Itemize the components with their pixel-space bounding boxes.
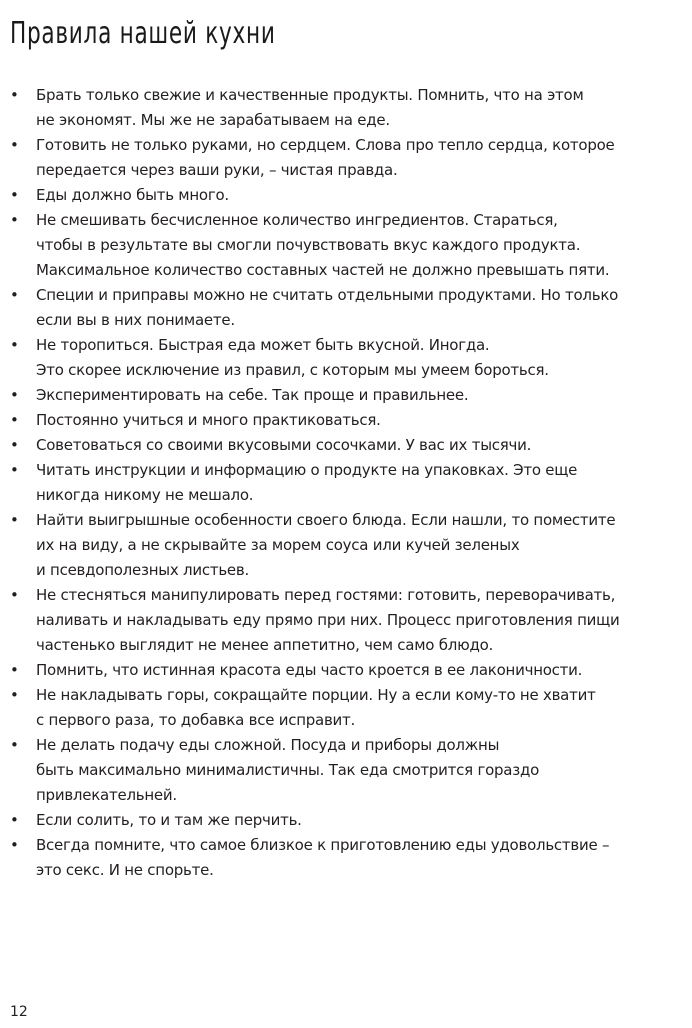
bullet-icon: • [10,586,19,604]
list-item [10,508,690,583]
rule-text: Помнить, что истинная красота еды часто кроется в ее лаконичности. [36,661,583,679]
bullet-icon: • [10,836,19,854]
list-item [10,333,690,383]
list-item [10,583,690,658]
bullet-icon: • [10,136,19,154]
bullet-icon: • [10,461,19,479]
bullet-icon: • [10,386,19,404]
bullet-icon: • [10,286,19,304]
rule-text: Брать только свежие и качественные продукты. Помнить, что на этом не экономят. Мы же не зарабатываем на еде. [36,86,584,129]
page-title: Правила нашей кухни [10,16,276,51]
rules-list [10,83,690,883]
list-item [10,208,690,283]
page-number: 12 [10,1004,28,1020]
bullet-icon: • [10,86,19,104]
rule-text: Еды должно быть много. [36,186,229,204]
bullet-icon: • [10,336,19,354]
bullet-icon: • [10,811,19,829]
rule-text: Всегда помните, что самое близкое к приготовлению еды удовольствие – это секс. И не спорьте. [36,836,610,879]
list-item [10,408,690,433]
bullet-icon: • [10,436,19,454]
rule-text: Постоянно учиться и много практиковаться. [36,411,381,429]
rule-text: Если солить, то и там же перчить. [36,811,302,829]
rule-text: Не стесняться манипулировать перед гостями: готовить, переворачивать, наливать и накладывать еду прямо при них. Процесс приготовления пищи частенько выглядит не менее аппетитно, чем само блюдо. [36,586,620,654]
rule-text: Найти выигрышные особенности своего блюда. Если нашли, то поместите их на виду, а не скрывайте за морем соуса или кучей зеленых и псевдополезных листьев. [36,511,616,579]
rule-text: Читать инструкции и информацию о продукте на упаковках. Это еще никогда никому не мешало. [36,461,578,504]
list-item [10,183,690,208]
list-item [10,458,690,508]
bullet-icon: • [10,661,19,679]
bullet-icon: • [10,186,19,204]
bullet-icon: • [10,736,19,754]
bullet-icon: • [10,411,19,429]
rule-text: Не торопиться. Быстрая еда может быть вкусной. Иногда. Это скорее исключение из правил, с которым мы умеем бороться. [36,336,549,379]
rule-text: Не смешивать бесчисленное количество ингредиентов. Стараться, чтобы в результате вы смогли почувствовать вкус каждого продукта. Максимальное количество составных частей не должно превышать пяти. [36,211,610,279]
bullet-icon: • [10,211,19,229]
bullet-icon: • [10,686,19,704]
list-item [10,283,690,333]
list-item [10,733,690,808]
list-item [10,83,690,133]
list-item [10,383,690,408]
list-item [10,433,690,458]
list-item [10,658,690,683]
rule-text: Не делать подачу еды сложной. Посуда и приборы должны быть максимально минималистичны. Так еда смотрится гораздо привлекательней. [36,736,539,804]
rule-text: Советоваться со своими вкусовыми сосочками. У вас их тысячи. [36,436,532,454]
bullet-icon: • [10,511,19,529]
rule-text: Специи и приправы можно не считать отдельными продуктами. Но только если вы в них понимаете. [36,286,619,329]
rule-text: Экспериментировать на себе. Так проще и правильнее. [36,386,469,404]
list-item [10,683,690,733]
list-item [10,133,690,183]
list-item [10,833,690,883]
rule-text: Готовить не только руками, но сердцем. Слова про тепло сердца, которое передается через ваши руки, – чистая правда. [36,136,615,179]
list-item [10,808,690,833]
rule-text: Не накладывать горы, сокращайте порции. Ну а если кому-то не хватит с первого раза, то добавка все исправит. [36,686,596,729]
